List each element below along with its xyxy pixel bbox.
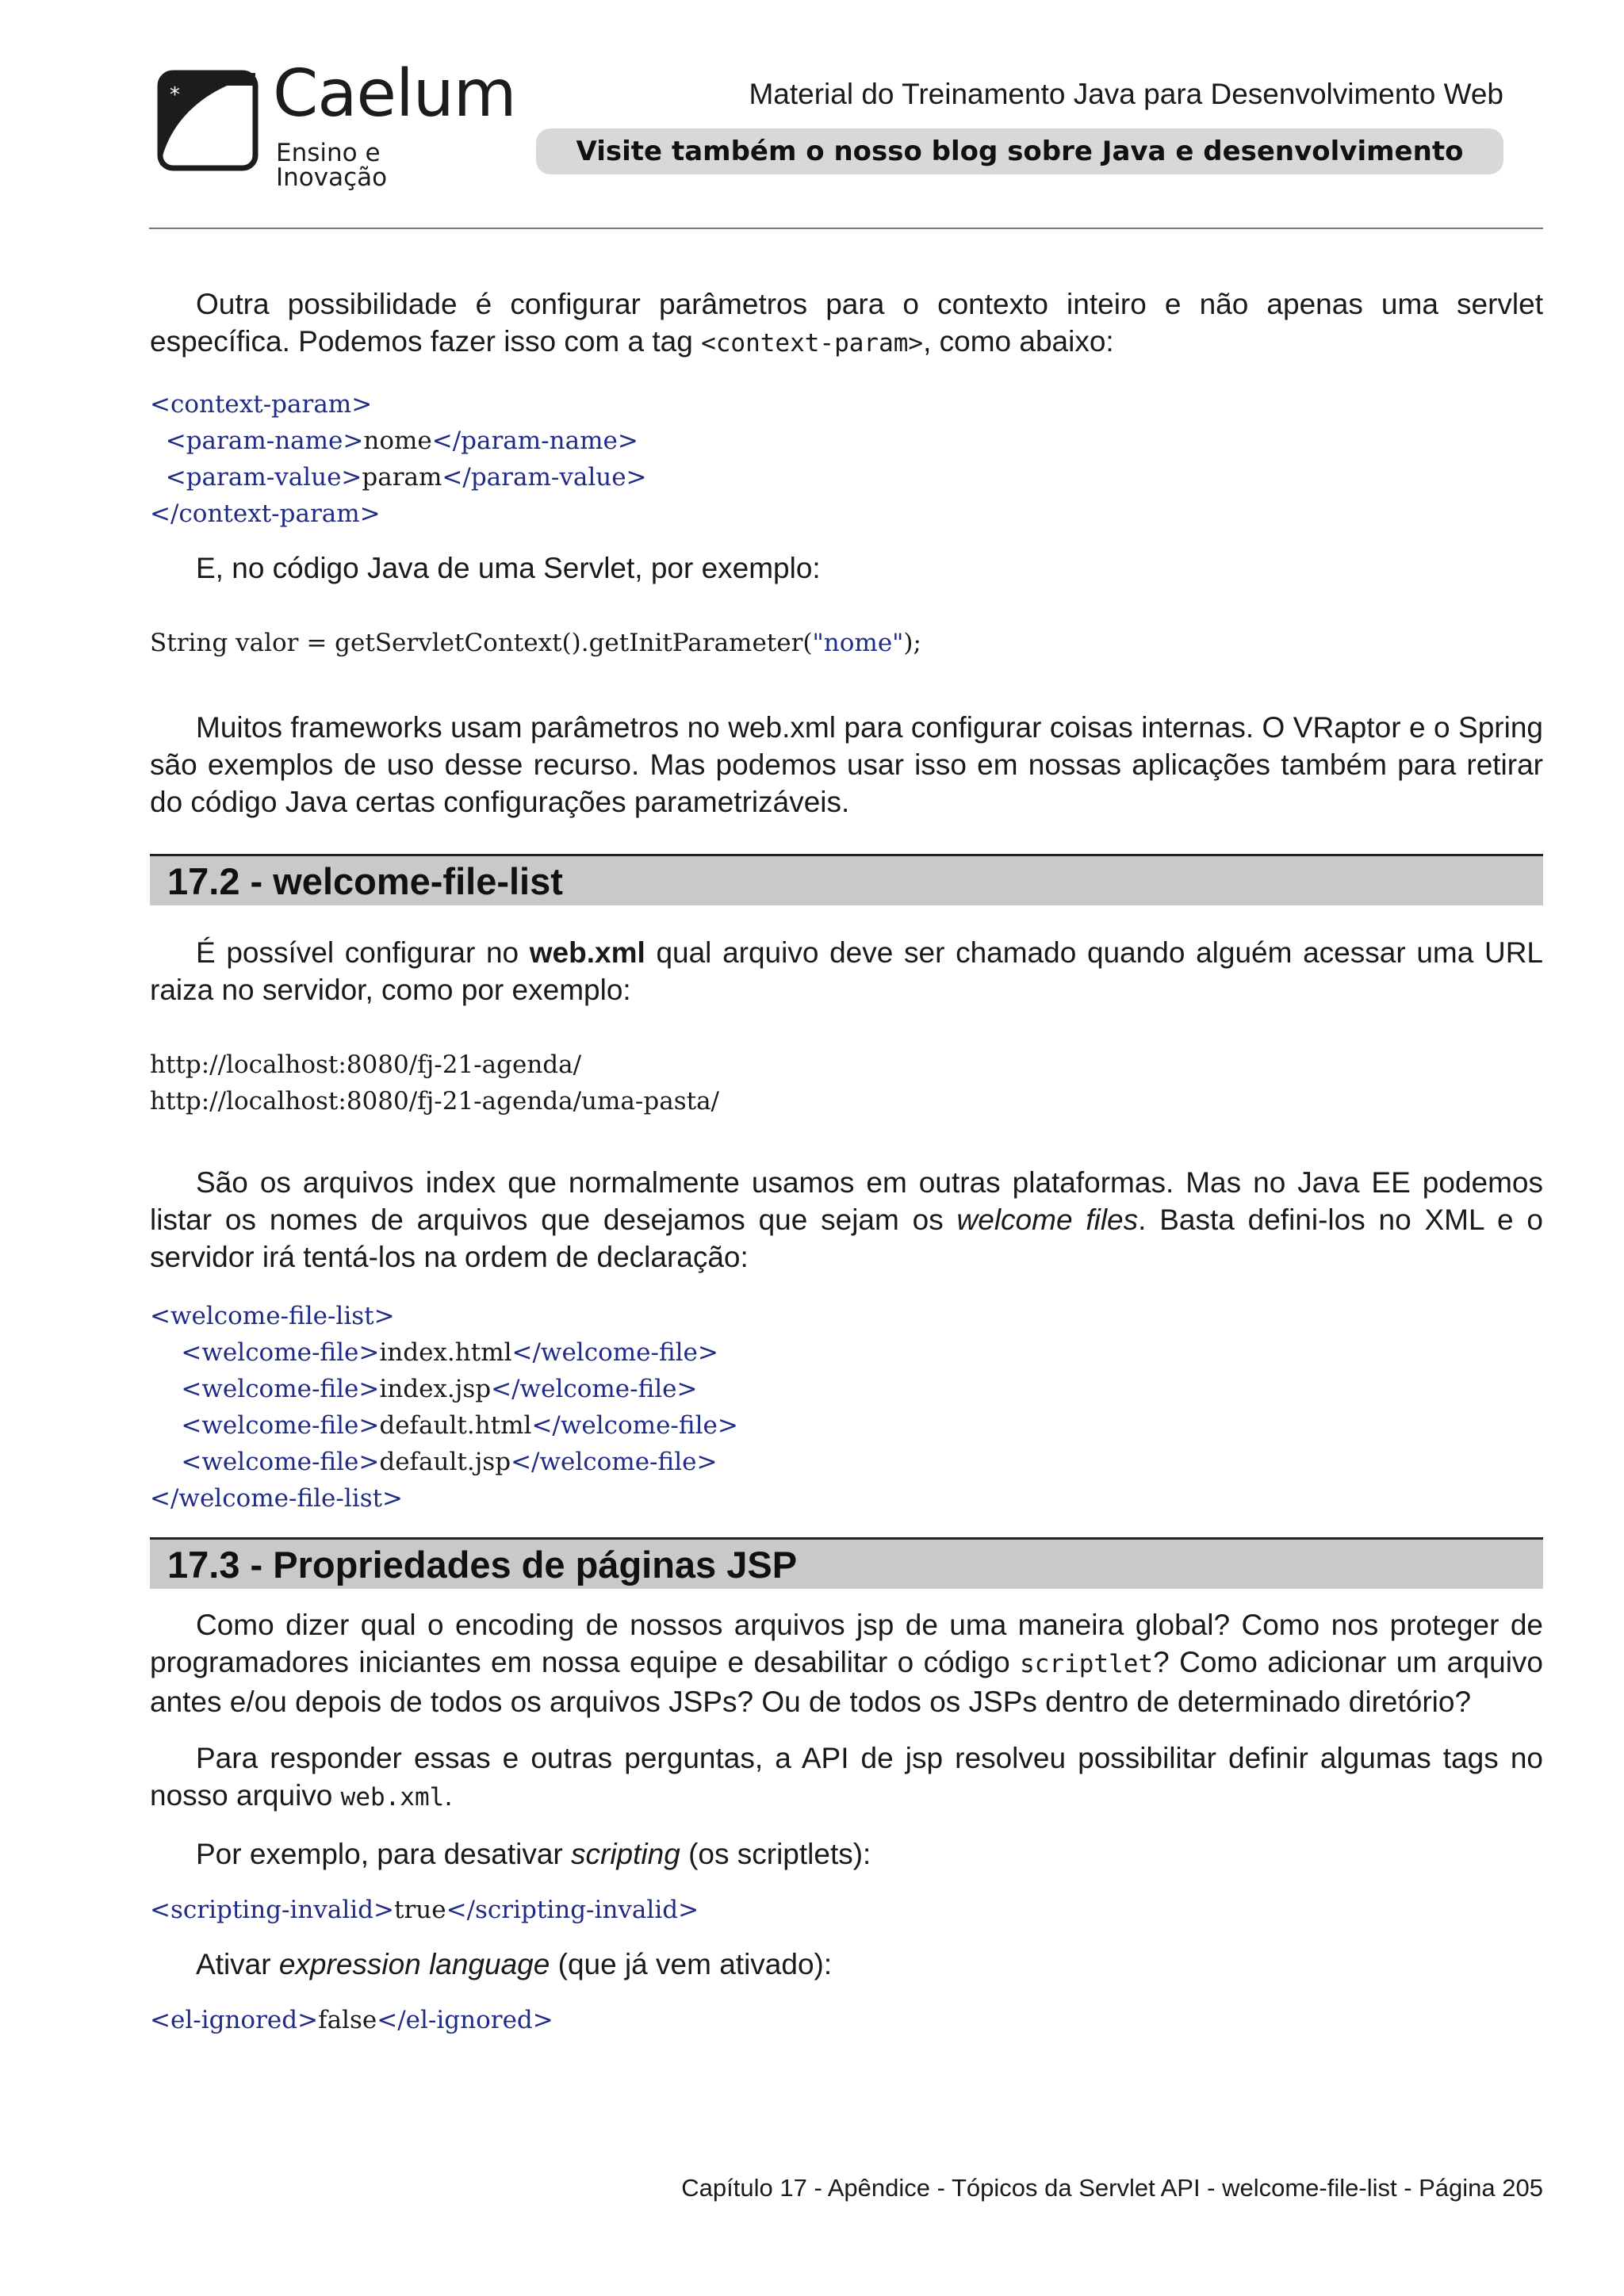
url-line: http://localhost:8080/fj-21-agenda/uma-pasta/ [150,1087,719,1115]
inline-code: web.xml [340,1783,445,1812]
text-run: É possível configurar no [196,936,530,969]
xml-value: true [394,1896,446,1924]
xml-tag: </welcome-file> [531,1411,738,1440]
page-footer: Capítulo 17 - Apêndice - Tópicos da Servlet API - welcome-file-list - Página 205 [681,2174,1543,2202]
xml-tag: </welcome-file> [491,1375,698,1403]
xml-tag: <welcome-file> [181,1375,380,1403]
xml-tag: </welcome-file> [511,1338,718,1367]
xml-tag: </param-name> [431,427,638,455]
paragraph-welcome-intro [150,934,1543,1008]
code-block-context-param [150,386,1543,532]
italic-text: expression language [278,1948,550,1980]
text-run: qual arquivo deve ser chamado quando alguém acessar uma URL raiza no servidor, como por exemplo: [150,936,1543,1006]
xml-tag: <scripting-invalid> [150,1896,395,1924]
xml-tag: </param-value> [442,463,647,492]
paragraph-java-example: E, no código Java de uma Servlet, por exemplo: [196,552,821,584]
text-run: Como dizer qual o encoding de nossos arquivos jsp de uma maneira global? Como nos proteger de programadores iniciantes em nossa equipe e desabilitar o código [150,1609,1543,1678]
section-heading-jsp-properties: 17.3 - Propriedades de páginas JSP [150,1537,1543,1589]
blog-banner-label: Visite também o nosso blog sobre Java e desenvolvimento [576,136,1464,167]
blog-banner[interactable] [536,128,1503,174]
xml-tag: <welcome-file> [181,1338,380,1367]
text-run: Para responder essas e outras perguntas, a API de jsp resolveu possibilitar definir algumas tags no nosso arquivo [150,1742,1543,1812]
text-run: , como abaixo: [923,325,1114,358]
inline-code: scriptlet [1020,1650,1154,1678]
xml-value: nome [363,427,432,455]
text-run: . Basta defini-los no XML e o servidor irá tentá-los na ordem de declaração: [150,1203,1543,1273]
code-string: "nome" [812,629,904,657]
xml-tag: <context-param> [150,390,373,419]
paragraph-index-files [150,1164,1543,1276]
logo-tagline: Ensino e Inovação [276,139,388,192]
text-run: . [444,1779,453,1812]
bold-text: web.xml [529,936,645,969]
header-divider [149,228,1543,229]
xml-value: default.jsp [379,1448,511,1476]
inline-code: <context-param> [701,329,924,358]
text-run: (que já vem ativado): [550,1948,833,1980]
url-line: http://localhost:8080/fj-21-agenda/ [150,1050,582,1079]
code-text: String valor = getServletContext().getInitParameter( [150,629,813,657]
xml-tag: </scripting-invalid> [446,1896,699,1924]
paragraph-jsp-api [150,1739,1543,1816]
paragraph-jsp-questions [150,1606,1543,1720]
caelum-logo-icon [157,70,259,171]
xml-tag: </el-ignored> [377,2006,553,2034]
paragraph-expression-language [150,1946,1543,1983]
xml-tag: </welcome-file> [511,1448,718,1476]
text-run: Por exemplo, para desativar [196,1838,572,1870]
xml-tag: <welcome-file> [181,1448,380,1476]
xml-value: index.jsp [379,1375,492,1403]
code-block-el-ignored [150,2002,1543,2038]
code-block-java [150,625,1543,661]
xml-tag: </welcome-file-list> [150,1484,404,1513]
xml-tag: <param-name> [165,427,364,455]
caelum-logo [157,56,516,192]
code-block-urls [150,1047,1543,1119]
xml-value: index.html [379,1338,512,1367]
paragraph-disable-scripting [150,1835,1543,1873]
paragraph-context-param [150,285,1543,362]
text-run: Outra possibilidade é configurar parâmetros para o contexto inteiro e não apenas uma servlet específica. Podemos fazer isso com a tag [150,288,1543,358]
code-block-welcome-list [150,1298,1543,1517]
xml-tag: <welcome-file-list> [150,1302,395,1330]
code-text: ); [903,629,921,657]
page-content [150,285,1543,2038]
text-run: São os arquivos index que normalmente usamos em outras plataformas. Mas no Java EE podemos listar os nomes de arquivos que desejamos que sejam os [150,1166,1543,1236]
code-block-scripting-invalid [150,1892,1543,1928]
text-run: Ativar [196,1948,279,1980]
xml-value: false [318,2006,377,2034]
xml-tag: </context-param> [150,499,381,528]
italic-text: scripting [571,1838,680,1870]
italic-text: welcome files [956,1203,1139,1236]
xml-tag: <el-ignored> [150,2006,319,2034]
logo-name: Caelum [273,56,516,132]
section-heading-welcome-file-list: 17.2 - welcome-file-list [150,854,1543,905]
xml-value: default.html [379,1411,532,1440]
text-run: ? Como adicionar um arquivo antes e/ou depois de todos os arquivos JSPs? Ou de todos os JSPs dentro de determinado diretório? [150,1646,1543,1718]
xml-tag: <welcome-file> [181,1411,380,1440]
xml-tag: <param-value> [165,463,362,492]
text-run: (os scriptlets): [680,1838,871,1870]
svg-text:*: * [170,83,180,107]
header-title: Material do Treinamento Java para Desenvolvimento Web [749,78,1503,110]
paragraph-frameworks: Muitos frameworks usam parâmetros no web.xml para configurar coisas internas. O VRaptor e o Spring são exemplos de uso desse recurso. Mas podemos usar isso em nossas aplicações também para retirar do código Java certas configurações parametrizáveis. [150,711,1543,818]
xml-value: param [362,463,442,492]
